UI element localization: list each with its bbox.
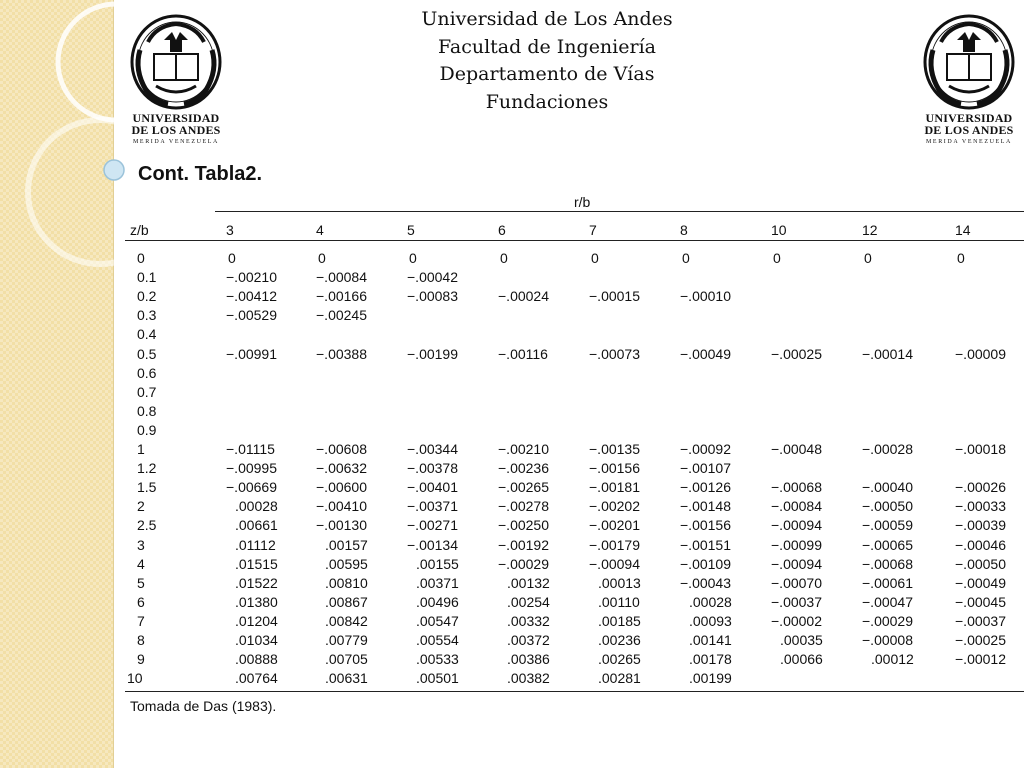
table-cell: .01034 bbox=[235, 632, 278, 648]
table-cell: −.00166 bbox=[316, 288, 367, 305]
table-cell: .00386 bbox=[507, 651, 550, 668]
column-header: 4 bbox=[316, 222, 324, 238]
table-cell: −.00107 bbox=[680, 460, 731, 477]
column-header: 8 bbox=[680, 222, 688, 238]
table-cell: −.00094 bbox=[771, 517, 822, 534]
table-cell: .00028 bbox=[235, 498, 278, 515]
header-faculty: Facultad de Ingeniería bbox=[438, 35, 656, 58]
table-cell: .00501 bbox=[416, 670, 459, 687]
table-cell: .00132 bbox=[507, 574, 550, 591]
row-label: 0.9 bbox=[137, 421, 157, 438]
table-cell: −.00529 bbox=[226, 307, 277, 324]
table-cell: .00265 bbox=[598, 651, 641, 668]
table-cell: 0 bbox=[864, 250, 872, 266]
row-label: 1.2 bbox=[137, 460, 157, 477]
table-cell: −.00042 bbox=[407, 269, 458, 286]
table-cell: −.00410 bbox=[316, 498, 367, 515]
table-cell: −.00045 bbox=[955, 593, 1006, 610]
table-cell: −.00995 bbox=[226, 460, 277, 477]
table-cell: −.00608 bbox=[316, 441, 367, 457]
table-cell: −.00065 bbox=[862, 536, 913, 553]
table-cell: −.00059 bbox=[862, 517, 913, 534]
table-cell: .00199 bbox=[689, 670, 732, 687]
table-cell: 0 bbox=[228, 250, 236, 266]
column-header: 3 bbox=[226, 222, 234, 238]
header-university: Universidad de Los Andes bbox=[421, 8, 673, 30]
table-cell: −.00135 bbox=[589, 441, 640, 457]
table-cell: −.00025 bbox=[771, 345, 822, 362]
table-cell: −.00151 bbox=[680, 536, 731, 553]
table-cell: −.00061 bbox=[862, 574, 913, 591]
table-cell: −.00156 bbox=[680, 517, 731, 534]
table-cell: −.00050 bbox=[955, 555, 1006, 572]
table-cell: −.00250 bbox=[498, 517, 549, 534]
table-cell: 0 bbox=[318, 250, 326, 266]
table-cell: .00661 bbox=[235, 517, 278, 534]
table-cell: −.00046 bbox=[955, 536, 1006, 553]
table-cell: .00842 bbox=[325, 612, 368, 629]
table-cell: −.00029 bbox=[862, 612, 913, 629]
header-subject: Fundaciones bbox=[485, 90, 609, 113]
table-cell: −.00043 bbox=[680, 574, 731, 591]
table-cell: −.00278 bbox=[498, 498, 549, 515]
table-cell: −.00033 bbox=[955, 498, 1006, 515]
table-cell: −.00068 bbox=[771, 479, 822, 496]
table-cell: −.00669 bbox=[226, 479, 277, 496]
table-cell: −.00040 bbox=[862, 479, 913, 496]
table-cell: −.00202 bbox=[589, 498, 640, 515]
table-cell: .00764 bbox=[235, 670, 278, 687]
table-header-rule bbox=[125, 240, 1024, 241]
table-cell: −.00156 bbox=[589, 460, 640, 477]
table-cell: .00028 bbox=[689, 593, 732, 610]
column-header: 5 bbox=[407, 222, 415, 238]
table-cell: .00382 bbox=[507, 670, 550, 687]
table-cell: −.00271 bbox=[407, 517, 458, 534]
table-cell: −.00199 bbox=[407, 345, 458, 362]
row-label: 3 bbox=[137, 536, 145, 553]
table-cell: −.00010 bbox=[680, 288, 731, 305]
table-cell: −.00094 bbox=[771, 555, 822, 572]
row-label: 2.5 bbox=[137, 517, 157, 534]
table-cell: −.00049 bbox=[955, 574, 1006, 591]
table-cell: −.00015 bbox=[589, 288, 640, 305]
logo-text-line3: MERIDA VENEZUELA bbox=[926, 139, 1012, 145]
column-header: 6 bbox=[498, 222, 506, 238]
row-header: z/b bbox=[130, 222, 149, 238]
table-cell: −.00344 bbox=[407, 441, 458, 457]
table-cell: −.00991 bbox=[226, 345, 277, 362]
logo-text-line2: DE LOS ANDES bbox=[131, 123, 221, 137]
table-cell: −.00084 bbox=[316, 269, 367, 286]
table-cell: −.00600 bbox=[316, 479, 367, 496]
table-cell: .00066 bbox=[780, 651, 823, 668]
row-label: 0.7 bbox=[137, 383, 157, 400]
column-header: 12 bbox=[862, 222, 878, 238]
table-cell: 0 bbox=[773, 250, 781, 266]
table-cell: −.00148 bbox=[680, 498, 731, 515]
table-cell: .01112 bbox=[235, 536, 276, 553]
table-cell: .00372 bbox=[507, 632, 550, 648]
table-cell: −.00084 bbox=[771, 498, 822, 515]
table-cell: −.00181 bbox=[589, 479, 640, 496]
table-cell: −.00201 bbox=[589, 517, 640, 534]
table-title: Cont. Tabla2. bbox=[138, 163, 263, 185]
table-cell: −.00037 bbox=[771, 593, 822, 610]
table-cell: 0 bbox=[591, 250, 599, 266]
column-header: 10 bbox=[771, 222, 787, 238]
row-label: 0.6 bbox=[137, 364, 157, 381]
table-cell: −.00388 bbox=[316, 345, 367, 362]
table-cell: .00371 bbox=[416, 574, 459, 591]
column-header: 14 bbox=[955, 222, 971, 238]
table-cell: −.00099 bbox=[771, 536, 822, 553]
table-cell: .00496 bbox=[416, 593, 459, 610]
table-cell: −.00179 bbox=[589, 536, 640, 553]
table-cell: .00254 bbox=[507, 593, 550, 610]
column-header: 7 bbox=[589, 222, 597, 238]
table-cell: −.00025 bbox=[955, 632, 1006, 648]
table-cell: .01515 bbox=[235, 555, 278, 572]
table-cell: .00810 bbox=[325, 574, 368, 591]
table-cell: −.00039 bbox=[955, 517, 1006, 534]
table-cell: −.00070 bbox=[771, 574, 822, 591]
table-cell: .01204 bbox=[235, 612, 278, 629]
table-cell: −.00037 bbox=[955, 612, 1006, 629]
table-cell: −.00134 bbox=[407, 536, 458, 553]
table-cell: .00035 bbox=[780, 632, 823, 648]
table-cell: −.00009 bbox=[955, 345, 1006, 362]
row-label: 10 bbox=[127, 670, 143, 687]
row-label: 0.2 bbox=[137, 288, 157, 305]
row-label: 0.8 bbox=[137, 402, 157, 419]
table-cell: −.00018 bbox=[955, 441, 1006, 457]
table-cell: .00705 bbox=[325, 651, 368, 668]
table-bottom-rule bbox=[125, 691, 1024, 692]
table-cell: .00547 bbox=[416, 612, 459, 629]
table-cell: −.00024 bbox=[498, 288, 549, 305]
table-cell: .00533 bbox=[416, 651, 459, 668]
table-cell: −.00029 bbox=[498, 555, 549, 572]
table-cell: −.00192 bbox=[498, 536, 549, 553]
table-cell: −.00048 bbox=[771, 441, 822, 457]
row-label: 1 bbox=[137, 441, 145, 457]
table-cell: .00888 bbox=[235, 651, 278, 668]
table-cell: .00178 bbox=[689, 651, 732, 668]
table-cell: .00236 bbox=[598, 632, 641, 648]
row-label: 2 bbox=[137, 498, 145, 515]
table-cell: 0 bbox=[682, 250, 690, 266]
logo-text-line1: UNIVERSIDAD bbox=[925, 111, 1013, 125]
table-cell: .00332 bbox=[507, 612, 550, 629]
table-cell: −.00130 bbox=[316, 517, 367, 534]
table-cell: −.00008 bbox=[862, 632, 913, 648]
table-cell: −.00068 bbox=[862, 555, 913, 572]
logo-text-line2: DE LOS ANDES bbox=[924, 123, 1014, 137]
table-cell: −.00265 bbox=[498, 479, 549, 496]
row-label: 9 bbox=[137, 651, 145, 668]
table-cell: −.00083 bbox=[407, 288, 458, 305]
header-department: Departamento de Vías bbox=[439, 63, 655, 85]
table-cell: .00013 bbox=[598, 574, 641, 591]
table-cell: .00093 bbox=[689, 612, 732, 629]
row-label: 4 bbox=[137, 555, 145, 572]
table-cell: −.00371 bbox=[407, 498, 458, 515]
table-cell: −.00210 bbox=[226, 269, 277, 286]
table-cell: −.00126 bbox=[680, 479, 731, 496]
table-cell: −.00002 bbox=[771, 612, 822, 629]
row-label: 0.5 bbox=[137, 345, 157, 362]
table-cell: −.00047 bbox=[862, 593, 913, 610]
table-cell: .00779 bbox=[325, 632, 368, 648]
table-cell: −.00632 bbox=[316, 460, 367, 477]
table-cell: −.00026 bbox=[955, 479, 1006, 496]
table-cell: −.00378 bbox=[407, 460, 458, 477]
table-cell: −.00028 bbox=[862, 441, 913, 457]
table-cell: 0 bbox=[500, 250, 508, 266]
table-cell: −.00014 bbox=[862, 345, 913, 362]
table-cell: −.00401 bbox=[407, 479, 458, 496]
row-label: 1.5 bbox=[137, 479, 157, 496]
table-cell: 0 bbox=[957, 250, 965, 266]
table-cell: .00110 bbox=[598, 593, 640, 610]
table-cell: −.00092 bbox=[680, 441, 731, 457]
table-cell: −.00236 bbox=[498, 460, 549, 477]
table-cell: .00012 bbox=[871, 651, 914, 668]
table-cell: .00141 bbox=[689, 632, 732, 648]
table-cell: .00185 bbox=[598, 612, 641, 629]
row-label: 0.4 bbox=[137, 326, 157, 343]
table-cell: .00631 bbox=[325, 670, 368, 687]
logo-text-line1: UNIVERSIDAD bbox=[132, 111, 220, 125]
row-label: 0 bbox=[137, 250, 145, 266]
column-group-header: r/b bbox=[574, 194, 591, 210]
table-cell: .00157 bbox=[325, 536, 368, 553]
row-label: 7 bbox=[137, 612, 145, 629]
row-label: 0.3 bbox=[137, 307, 157, 324]
table-cell: −.00094 bbox=[589, 555, 640, 572]
table-cell: −.00245 bbox=[316, 307, 367, 324]
table-cell: −.01115 bbox=[226, 441, 275, 457]
table-cell: −.00050 bbox=[862, 498, 913, 515]
table-cell: −.00116 bbox=[498, 345, 548, 362]
table-cell: −.00049 bbox=[680, 345, 731, 362]
table-source-caption: Tomada de Das (1983). bbox=[130, 698, 277, 714]
logo-text-line3: MERIDA VENEZUELA bbox=[133, 139, 219, 145]
row-label: 8 bbox=[137, 632, 145, 648]
table-cell: .01380 bbox=[235, 593, 278, 610]
table-cell: −.00109 bbox=[680, 555, 731, 572]
row-label: 0.1 bbox=[137, 269, 157, 286]
row-label: 5 bbox=[137, 574, 145, 591]
table-cell: −.00210 bbox=[498, 441, 549, 457]
table-cell: .00554 bbox=[416, 632, 459, 648]
table-cell: .00867 bbox=[325, 593, 368, 610]
table-cell: .00155 bbox=[416, 555, 459, 572]
table-cell: .00595 bbox=[325, 555, 368, 572]
table-cell: −.00012 bbox=[955, 651, 1006, 668]
table-cell: .01522 bbox=[235, 574, 278, 591]
row-label: 6 bbox=[137, 593, 145, 610]
table-cell: −.00073 bbox=[589, 345, 640, 362]
table-cell: 0 bbox=[409, 250, 417, 266]
table-cell: .00281 bbox=[598, 670, 641, 687]
table-top-rule bbox=[215, 211, 1024, 212]
table-cell: −.00412 bbox=[226, 288, 277, 305]
